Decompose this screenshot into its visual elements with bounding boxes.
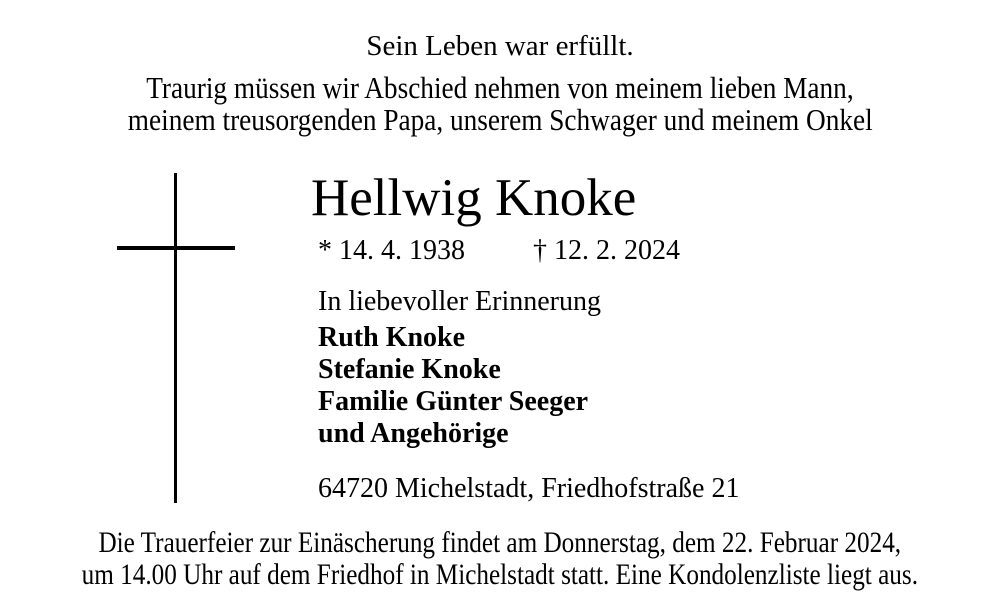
mourner-name: Stefanie Knoke [318,354,501,385]
funeral-info-text [0,527,1000,591]
cross-vertical-bar [174,173,177,503]
mourner-name: Familie Günter Seeger [318,386,589,417]
intro-line-2: meinem treusorgenden Papa, unserem Schwager und meinem Onkel [127,102,873,137]
mourners-list [318,322,588,450]
life-dates [318,236,680,266]
mourner-name: und Angehörige [318,418,509,449]
death-date: † 12. 2. 2024 [533,235,680,266]
remembrance-line: In liebevoller Erinnerung [318,286,602,317]
address-line: 64720 Michelstadt, Friedhofstraße 21 [318,473,740,504]
funeral-info-line-2: um 14.00 Uhr auf dem Friedhof in Michelstadt statt. Eine Kondolenzliste liegt aus. [81,558,919,591]
intro-line-1: Traurig müssen wir Abschied nehmen von meinem lieben Mann, [146,70,854,105]
epigraph-line: Sein Leben war erfüllt. [366,30,634,62]
birth-date: * 14. 4. 1938 [318,235,465,266]
funeral-info-line-1: Die Trauerfeier zur Einäscherung findet am Donnerstag, dem 22. Februar 2024, [98,526,902,559]
intro-text [0,72,1000,136]
epigraph-text [0,30,1000,62]
mourner-name: Ruth Knoke [318,322,466,353]
deceased-name: Hellwig Knoke [311,169,637,227]
cross-horizontal-bar [117,246,235,250]
memorial-cross-icon [110,170,245,510]
